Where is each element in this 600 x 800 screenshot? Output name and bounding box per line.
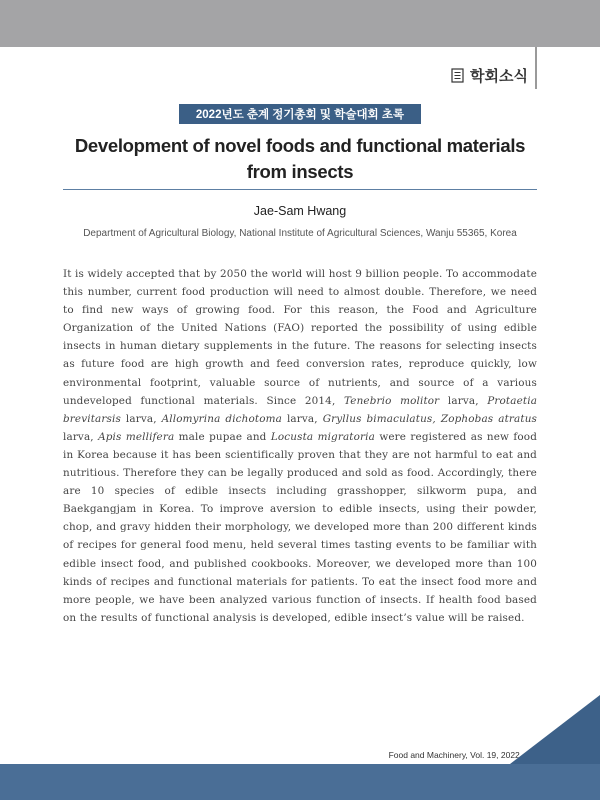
- abstract-text: larva,: [286, 412, 318, 425]
- abstract-text: larva,: [63, 430, 94, 443]
- species-name: Apis mellifera: [98, 430, 175, 443]
- author: Jae-Sam Hwang: [253, 204, 347, 218]
- conference-banner: 2022년도 춘계 정기총회 및 학술대회 초록: [179, 104, 421, 124]
- affiliation: Department of Agricultural Biology, National Institute of Agricultural Sciences, Wanju 55365, Korea: [83, 228, 517, 239]
- species-name: Tenebrio molitor: [344, 394, 440, 407]
- journal-info: Food and Machinery, Vol. 19, 2022: [388, 750, 520, 760]
- species-name: Allomyrina dichotoma: [161, 412, 282, 425]
- species-name: Locusta migratoria: [270, 430, 375, 443]
- species-name: Gryllus bimaculatus,: [322, 412, 436, 425]
- abstract-text: larva,: [447, 394, 479, 407]
- corner-triangle-shape: [510, 695, 600, 764]
- title-line-1: Development of novel foods and functional materials: [74, 135, 526, 156]
- abstract-text: larva,: [125, 412, 157, 425]
- abstract-text-1: It is widely accepted that by 2050 the world will host 9 billion people. To accommodate this number, current food production will need to almost double. Therefore, we need to find new ways of growing food. For this reason, the Food and Agriculture Organization of the United Nations (FAO) reported the possibility of using edible insects in human dietary supplements in the future. The reasons for selecting insects as future food are high growth and feed conversion rates, reproduce quickly, low environmental footprint, valuable source of nutrients, and source of a various undeveloped functional materials. Since 2014,: [63, 268, 537, 407]
- species-name: Zophobas atratus: [440, 412, 538, 425]
- section-tag-label: 학회소식: [470, 67, 528, 85]
- abstract-text: male pupae and: [178, 430, 267, 443]
- abstract-text-2: were registered as new food in Korea because it has been scientifically proven that they are not harmful to eat and nutritious. Therefore they can be legally produced and sold as food. Accordingly, there are 10 species of edible insects including grasshopper, silkworm pupa, and Baekgangjam in Korea. To improve aversion to edible insects, using their powder, chop, and gravy hidden their morphology, we developed more than 200 different kinds of recipes for general food menu, held several times tasting events to be familiar with edible insect food, and published cookbooks. Moreover, we developed more than 100 kinds of recipes and functional materials for patients. To eat the insect food more and more people, we have been analyzed various function of insects. If health food based on the results of functional analysis is developed, edible insect’s value will be raised.: [63, 430, 538, 624]
- title-line-2: from insects: [246, 161, 354, 182]
- species-name: Protaetia brevitarsis: [63, 394, 538, 425]
